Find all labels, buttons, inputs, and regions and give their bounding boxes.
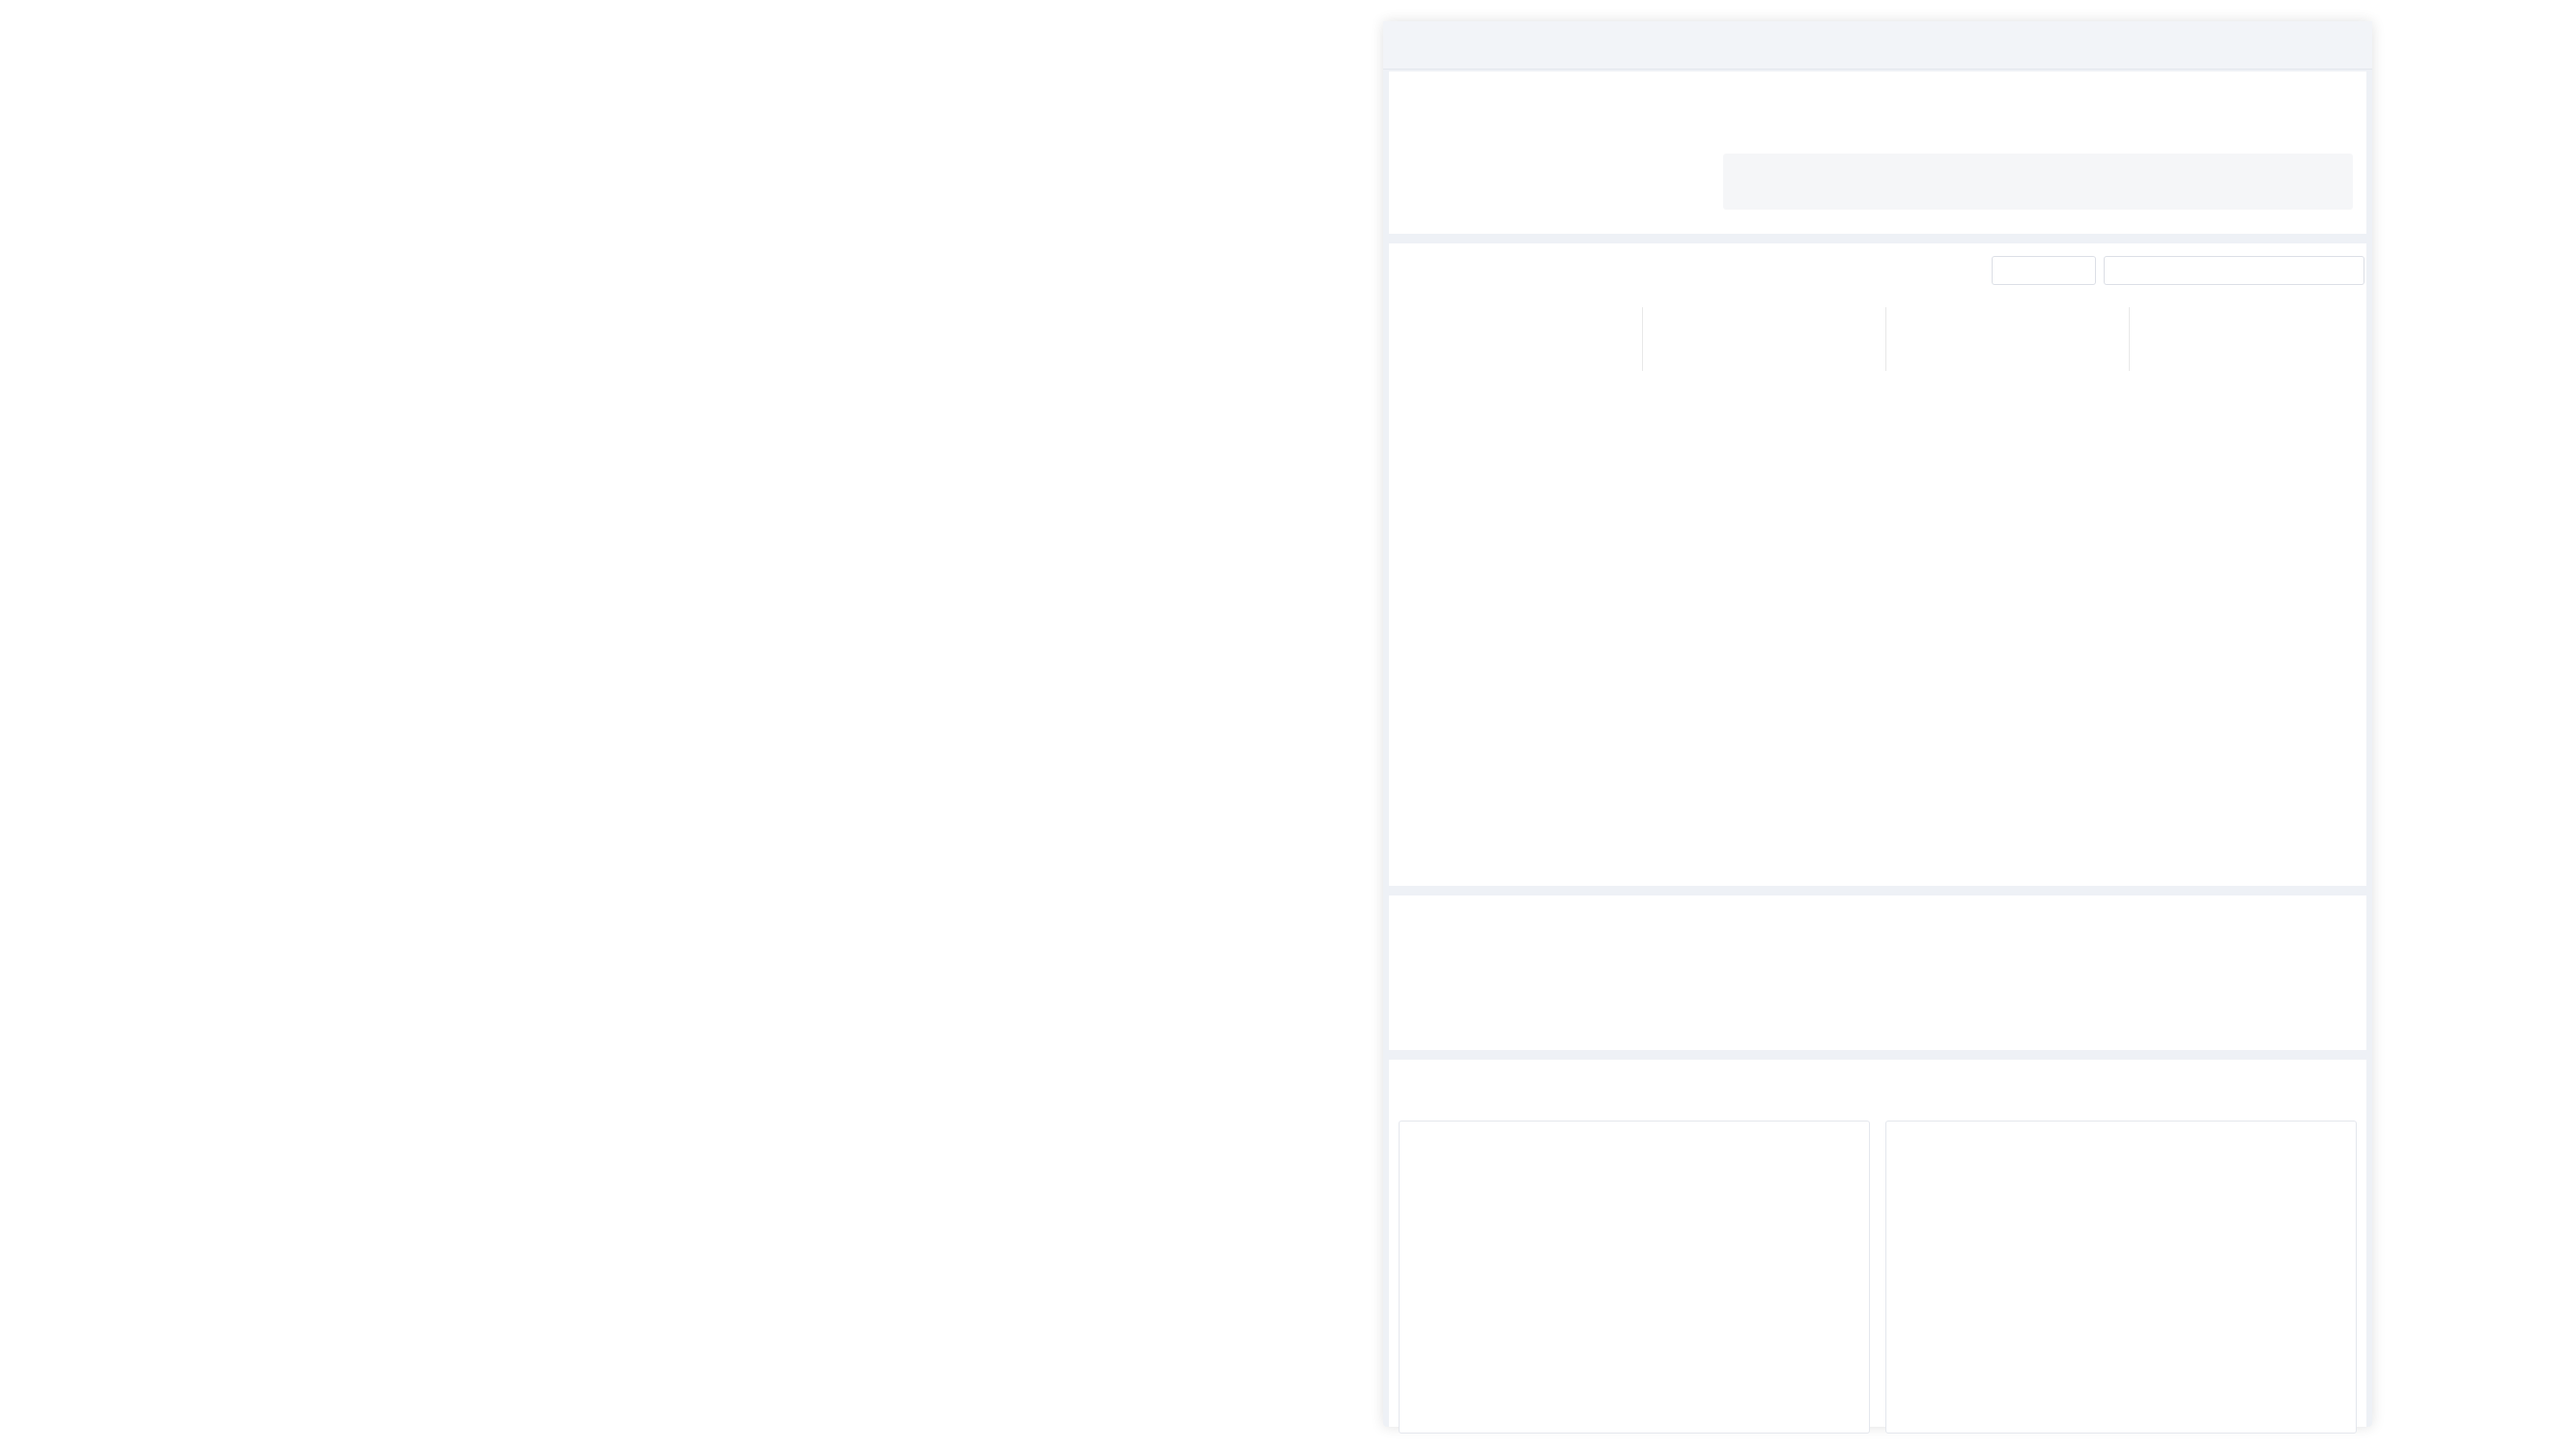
metric-sales-amount (1414, 311, 1424, 338)
period-select[interactable] (1992, 256, 2096, 285)
customer-desc (1723, 154, 2353, 210)
divider (2129, 307, 2130, 371)
customer-portrait-dialog (1383, 21, 2372, 1427)
divider (1885, 307, 1886, 371)
date-range-picker[interactable] (2104, 256, 2364, 285)
feature-points (156, 382, 1219, 444)
cart-box (1399, 1121, 1870, 1434)
dialog-header (1383, 21, 2372, 70)
browse-box (1885, 1121, 2357, 1434)
basic-info-card (1389, 71, 2366, 234)
sales-data-card (1389, 243, 2366, 886)
browse-title (1900, 1140, 1911, 1155)
recent-transactions-card (1389, 895, 2366, 1050)
divider (1642, 307, 1643, 371)
follow-title (1399, 1078, 1410, 1094)
